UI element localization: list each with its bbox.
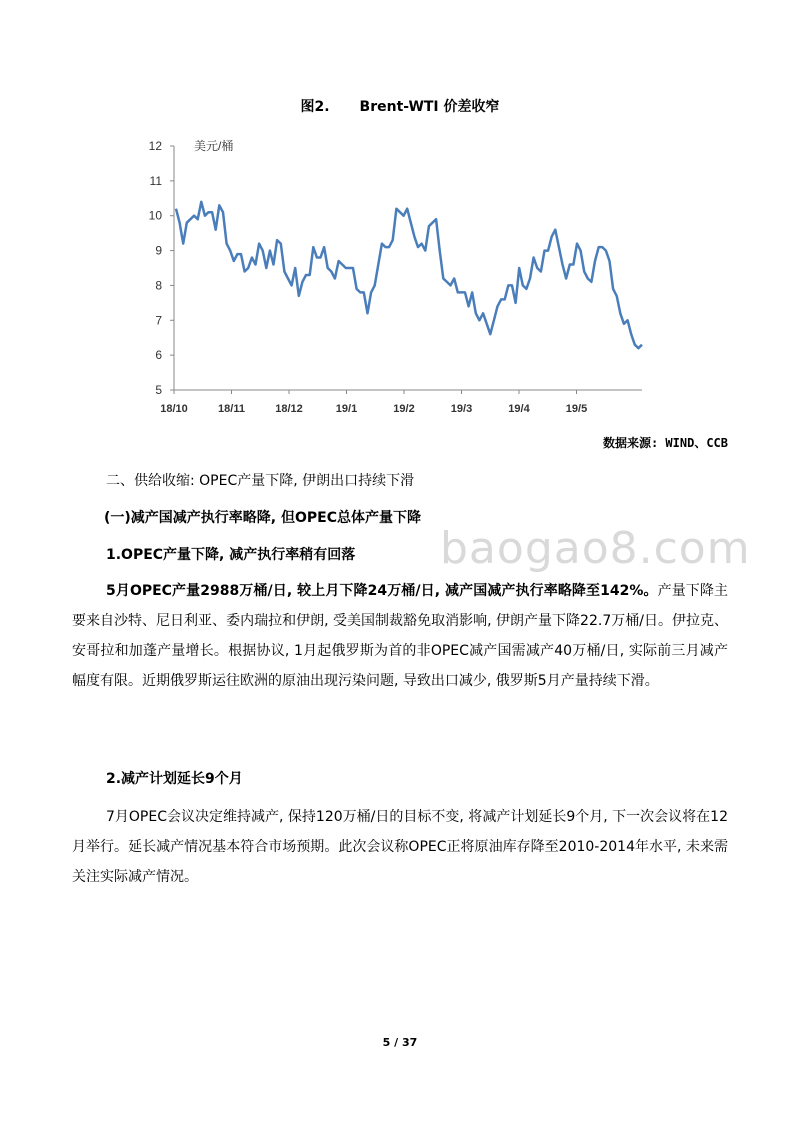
y-tick-label: 7: [155, 313, 162, 328]
paragraph-1-rest: 产量下降主要来自沙特、尼日利亚、委内瑞拉和伊朗, 受美国制裁豁免取消影响, 伊朗产量下降22.7万桶/日。伊拉克、安哥拉和加蓬产量增长。根据协议, 1月起俄罗斯为首的非OPEC减产国需减产40万桶/日, 实际前三月减产幅度有限。近期俄罗斯运往欧洲的原油出现污染问题, 导致出口减少, 俄罗斯5月产量持续下滑。: [72, 583, 728, 689]
x-tick-label: 19/2: [393, 403, 415, 415]
paragraph-1: [72, 576, 728, 696]
y-tick-label: 8: [155, 278, 162, 293]
y-tick-label: 12: [148, 139, 162, 153]
y-tick-label: 5: [155, 383, 162, 397]
x-tick-label: 19/1: [335, 403, 358, 415]
y-tick-label: 6: [155, 348, 162, 363]
x-tick-label: 18/12: [275, 403, 303, 415]
chart-svg: [130, 132, 660, 422]
figure-title: [0, 96, 800, 116]
x-tick-label: 19/5: [565, 403, 588, 415]
paragraph-2: 7月OPEC会议决定维持减产, 保持120万桶/日的目标不变, 将减产计划延长9个月, 下一次会议将在12月举行。延长减产情况基本符合市场预期。此次会议称OPEC正将原油库存降至2010-2014年水平, 未来需关注实际减产情况。: [72, 809, 728, 885]
x-tick-label: 19/3: [450, 403, 473, 415]
y-tick-label: 11: [149, 173, 162, 188]
series-line: [176, 202, 642, 348]
data-source: 数据来源: WIND、CCB: [602, 436, 728, 450]
paragraph-1-lead: 5月OPEC产量2988万桶/日, 较上月下降24万桶/日, 减产国减产执行率略降至142%。: [106, 583, 658, 599]
page-number: 5 / 37: [382, 1036, 418, 1049]
chart: [130, 132, 660, 422]
figure-label: 图2.: [300, 99, 330, 115]
section-heading-3: (一)减产国减产执行率略降, 但OPEC总体产量下降: [104, 510, 421, 526]
section-heading-5: 2.减产计划延长9个月: [106, 771, 243, 787]
y-axis-label: 美元/桶: [194, 139, 234, 153]
figure-title-text: Brent-WTI 价差收窄: [359, 99, 500, 115]
section-heading-2: 二、供给收缩: OPEC产量下降, 伊朗出口持续下滑: [106, 473, 415, 489]
watermark: baogao8.com: [440, 523, 751, 574]
x-tick-label: 18/10: [160, 403, 188, 415]
section-heading-4: 1.OPEC产量下降, 减产执行率稍有回落: [106, 547, 356, 563]
x-tick-label: 19/4: [508, 403, 530, 415]
y-tick-label: 9: [155, 243, 162, 258]
y-tick-label: 10: [148, 208, 162, 223]
x-tick-label: 18/11: [218, 403, 245, 415]
